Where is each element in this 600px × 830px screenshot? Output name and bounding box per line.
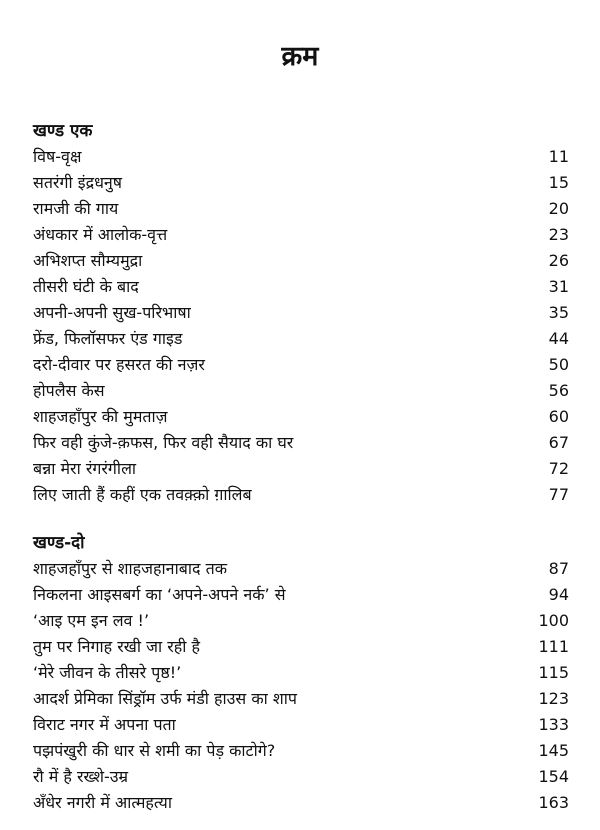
toc-entry (33, 764, 569, 790)
entry-title: शाहजहाँपुर से शाहजहानाबाद तक (33, 559, 227, 578)
entry-page-number: 87 (548, 559, 569, 578)
toc-entry (33, 274, 569, 300)
toc-entry (33, 582, 569, 608)
toc-entry (33, 222, 569, 248)
entry-page-number: 145 (538, 741, 569, 760)
entry-page-number: 111 (538, 637, 569, 656)
toc-entry (33, 248, 569, 274)
toc-entry (33, 456, 569, 482)
entry-page-number: 100 (538, 611, 569, 630)
toc-section-two (33, 530, 569, 816)
entry-page-number: 67 (548, 433, 569, 452)
section-heading: खण्ड एक (33, 121, 93, 141)
entry-title: तुम पर निगाह रखी जा रही है (33, 637, 200, 656)
entry-title: आदर्श प्रेमिका सिंड्रॉम उर्फ मंडी हाउस का शाप (33, 689, 297, 708)
entry-title: ‘मेरे जीवन के तीसरे पृष्ठ!’ (33, 663, 182, 682)
entry-title: ‘आइ एम इन लव !’ (33, 611, 150, 630)
entry-page-number: 60 (548, 407, 569, 426)
entry-page-number: 20 (548, 199, 569, 218)
toc-entry (33, 712, 569, 738)
entry-title: लिए जाती हैं कहीं एक तवक़्क़ो ग़ालिब (33, 485, 252, 504)
entry-page-number: 123 (538, 689, 569, 708)
entry-page-number: 115 (538, 663, 569, 682)
entry-title: अपनी-अपनी सुख-परिभाषा (33, 303, 191, 322)
toc-entry (33, 608, 569, 634)
toc-entry (33, 170, 569, 196)
toc-entry (33, 686, 569, 712)
toc-entry (33, 144, 569, 170)
entry-title: रौ में है रख्शे-उम्र (33, 767, 129, 786)
entry-title: अँधेर नगरी में आत्महत्या (33, 793, 172, 812)
entry-page-number: 163 (538, 793, 569, 812)
toc-entry (33, 300, 569, 326)
toc-entry (33, 404, 569, 430)
entry-page-number: 15 (548, 173, 569, 192)
entry-title: विष-वृक्ष (33, 147, 82, 166)
toc-entry (33, 660, 569, 686)
entry-page-number: 26 (548, 251, 569, 270)
toc-entry (33, 556, 569, 582)
entry-title: शाहजहाँपुर की मुमताज़ (33, 407, 168, 426)
toc-entry (33, 196, 569, 222)
entry-page-number: 44 (548, 329, 569, 348)
entry-page-number: 35 (548, 303, 569, 322)
entry-title: फिर वही कुंजे-क़फस, फिर वही सैयाद का घर (33, 433, 294, 452)
entry-title: पझपंखुरी की धार से शमी का पेड़ काटोगे? (33, 741, 276, 760)
toc-entry (33, 482, 569, 508)
entry-page-number: 72 (548, 459, 569, 478)
section-heading: खण्ड-दो (33, 533, 85, 553)
toc-entry (33, 634, 569, 660)
entry-page-number: 31 (548, 277, 569, 296)
entry-title: अंधकार में आलोक-वृत्त (33, 225, 168, 244)
entry-page-number: 94 (548, 585, 569, 604)
entry-page-number: 77 (548, 485, 569, 504)
toc-entry (33, 430, 569, 456)
entry-title: होपलैस केस (33, 381, 105, 400)
entry-page-number: 154 (538, 767, 569, 786)
entry-title: दरो-दीवार पर हसरत की नज़र (33, 355, 205, 374)
entry-title: सतरंगी इंद्रधनुष (33, 173, 123, 192)
entry-title: बन्ना मेरा रंगरंगीला (33, 459, 137, 478)
entry-page-number: 56 (548, 381, 569, 400)
entry-page-number: 133 (538, 715, 569, 734)
toc-entry (33, 738, 569, 764)
toc-entry (33, 352, 569, 378)
entry-title: निकलना आइसबर्ग का ‘अपने-अपने नर्क’ से (33, 585, 286, 604)
entry-title: रामजी की गाय (33, 199, 119, 218)
entry-page-number: 11 (548, 147, 569, 166)
page-title: क्रम (281, 41, 319, 72)
entry-title: फ्रेंड, फिलॉसफर एंड गाइड (33, 329, 183, 348)
toc-section-one (33, 118, 569, 508)
entry-title: तीसरी घंटी के बाद (33, 277, 139, 296)
entry-page-number: 23 (548, 225, 569, 244)
toc-entry (33, 378, 569, 404)
entry-title: विराट नगर में अपना पता (33, 715, 176, 734)
toc-entry (33, 326, 569, 352)
entry-title: अभिशप्त सौम्यमुद्रा (33, 251, 143, 270)
toc-entry (33, 790, 569, 816)
entry-page-number: 50 (548, 355, 569, 374)
